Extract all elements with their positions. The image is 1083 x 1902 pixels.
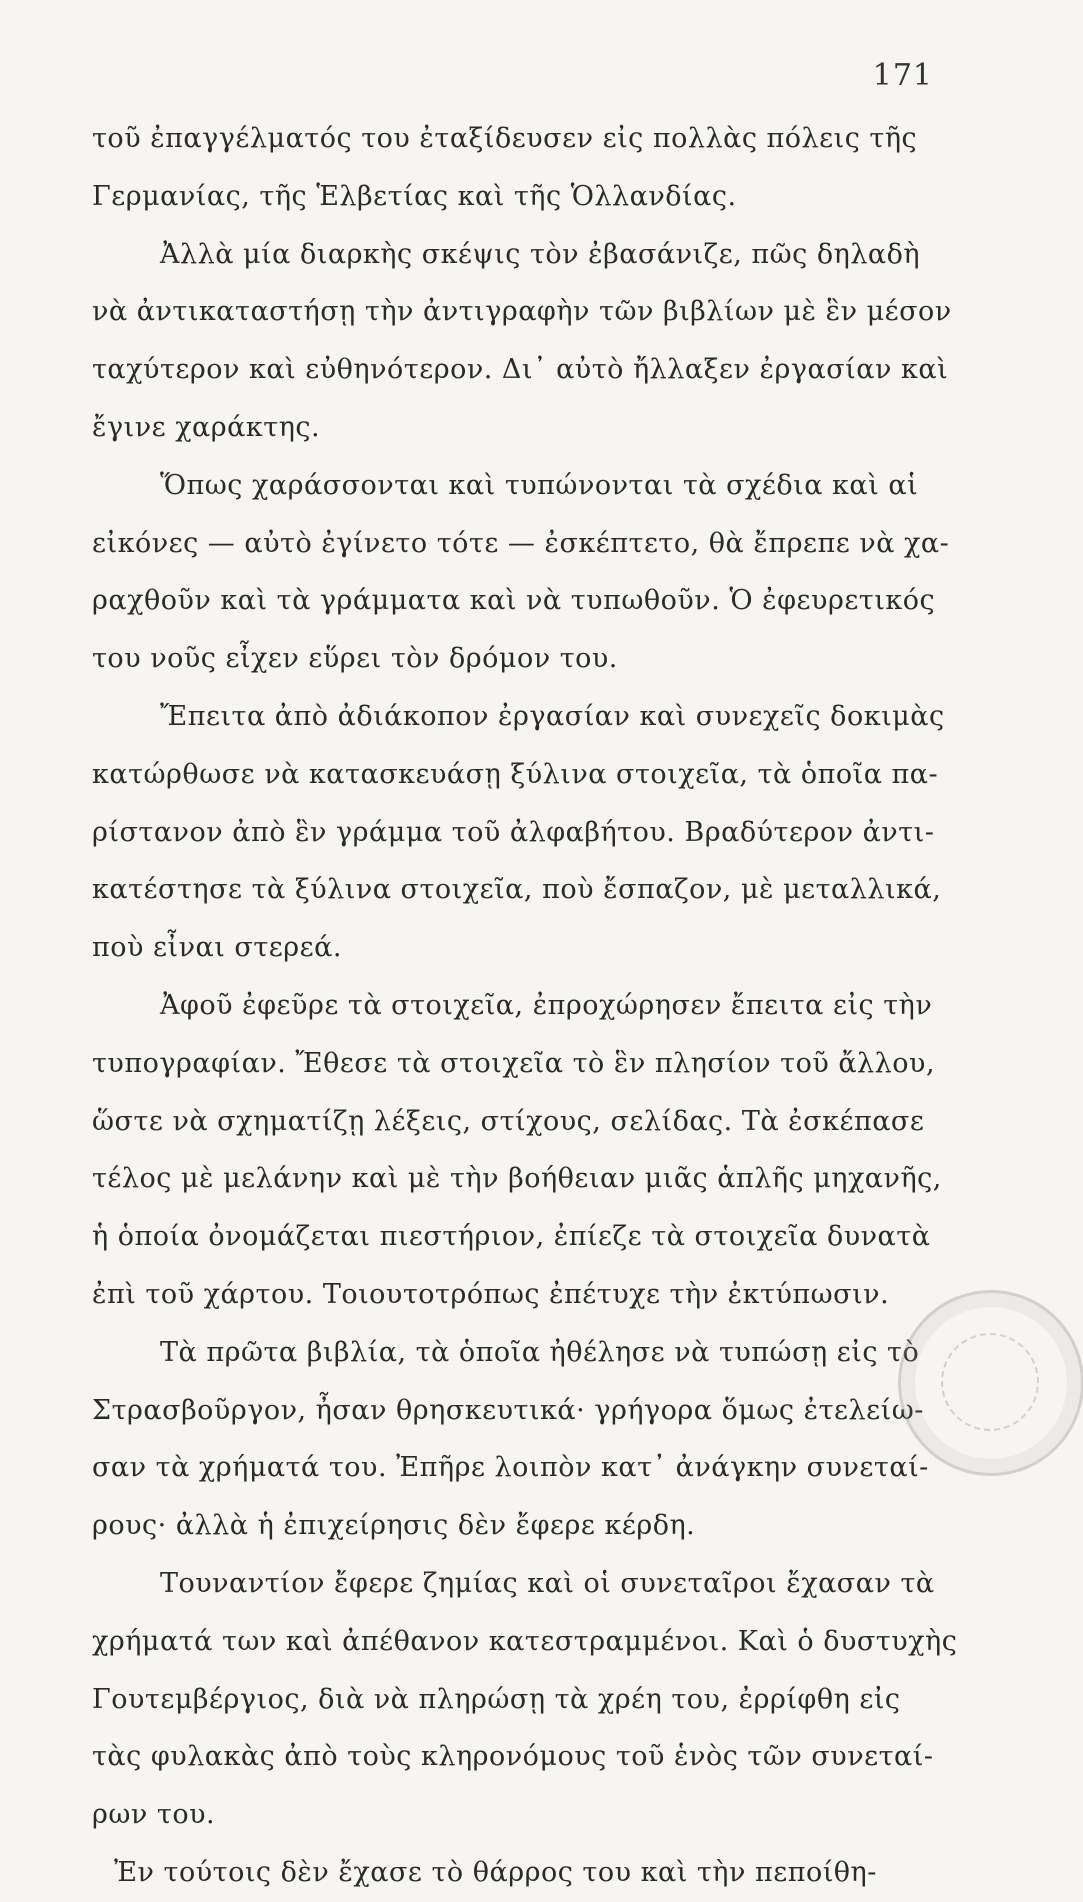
text-line: τυπογραφίαν. Ἔθεσε τὰ στοιχεῖα τὸ ἓν πλησίον τοῦ ἄλλου, xyxy=(92,1047,936,1079)
text-line: ρίστανον ἀπὸ ἓν γράμμα τοῦ ἀλφαβήτου. Βραδύτερον ἀντι- xyxy=(92,816,935,848)
text-line: ρους· ἀλλὰ ἡ ἐπιχείρησις δὲν ἔφερε κέρδη. xyxy=(92,1510,696,1542)
text-line: του νοῦς εἶχεν εὕρει τὸν δρόμον του. xyxy=(92,643,618,675)
text-line: Στρασβοῦργον, ἦσαν θρησκευτικά· γρήγορα ὅμως ἐτελείω- xyxy=(92,1394,924,1426)
text-line: ὥστε νὰ σχηματίζῃ λέξεις, στίχους, σελίδας. Τὰ ἐσκέπασε xyxy=(92,1105,925,1137)
text-line: ἐπὶ τοῦ χάρτου. Τοιουτοτρόπως ἐπέτυχε τὴν ἐκτύπωσιν. xyxy=(92,1278,890,1310)
stamp-inner-ring xyxy=(941,1333,1039,1431)
text-line: Τουναντίον ἔφερε ζημίας καὶ οἱ συνεταῖροι ἔχασαν τὰ xyxy=(160,1567,935,1599)
text-line: κατέστησε τὰ ξύλινα στοιχεῖα, ποὺ ἔσπαζον, μὲ μεταλλικά, xyxy=(92,874,942,906)
text-line: Ἔπειτα ἀπὸ ἀδιάκοπον ἐργασίαν καὶ συνεχεῖς δοκιμὰς xyxy=(160,700,945,732)
text-line: τοῦ ἐπαγγέλματός του ἐταξίδευσεν εἰς πολλὰς πόλεις τῆς xyxy=(92,123,918,154)
text-line: Ὅπως χαράσσονται καὶ τυπώνονται τὰ σχέδια καὶ αἱ xyxy=(160,469,919,501)
text-line: τὰς φυλακὰς ἀπὸ τοὺς κληρονόμους τοῦ ἑνὸς τῶν συνεταί- xyxy=(92,1741,934,1773)
text-line: σαν τὰ χρήματά του. Ἐπῆρε λοιπὸν κατ᾽ ἀνάγκην συνεταί- xyxy=(92,1452,929,1484)
text-line: κατώρθωσε νὰ κατασκευάσῃ ξύλινα στοιχεῖα, τὰ ὁποῖα πα- xyxy=(92,758,939,790)
text-line: ταχύτερον καὶ εὐθηνότερον. Δι᾽ αὐτὸ ἤλλαξεν ἐργασίαν καὶ xyxy=(92,354,949,386)
text-line: Γουτεμβέργιος, διὰ νὰ πληρώσῃ τὰ χρέη του, ἐρρίφθη εἰς xyxy=(92,1683,901,1715)
text-line: Γερμανίας, τῆς Ἑλβετίας καὶ τῆς Ὁλλανδίας. xyxy=(92,180,737,212)
text-line: νὰ ἀντικαταστήσῃ τὴν ἀντιγραφὴν τῶν βιβλίων μὲ ἓν μέσον xyxy=(92,296,952,328)
text-line: ἡ ὁποία ὀνομάζεται πιεστήριον, ἐπίεζε τὰ στοιχεῖα δυνατὰ xyxy=(92,1221,931,1253)
text-line: ἔγινε χαράκτης. xyxy=(92,411,321,443)
text-line: Τὰ πρῶτα βιβλία, τὰ ὁποῖα ἠθέλησε νὰ τυπώσῃ εἰς τὸ xyxy=(160,1336,920,1368)
body-text xyxy=(92,110,958,1902)
library-stamp xyxy=(898,1290,1083,1476)
text-line: ποὺ εἶναι στερεά. xyxy=(92,932,342,964)
text-line: ραχθοῦν καὶ τὰ γράμματα καὶ νὰ τυπωθοῦν. Ὁ ἐφευρετικός xyxy=(92,585,936,617)
text-line: τέλος μὲ μελάνην καὶ μὲ τὴν βοήθειαν μιᾶς ἁπλῆς μηχανῆς, xyxy=(92,1163,942,1195)
text-line: Ἀφοῦ ἐφεῦρε τὰ στοιχεῖα, ἐπροχώρησεν ἔπειτα εἰς τὴν xyxy=(160,989,933,1021)
text-line: Ἀλλὰ μία διαρκὴς σκέψις τὸν ἐβασάνιζε, πῶς δηλαδὴ xyxy=(160,238,921,270)
text-line: εἰκόνες — αὐτὸ ἐγίνετο τότε — ἐσκέπτετο, θὰ ἔπρεπε νὰ χα- xyxy=(92,527,950,559)
text-line: Ἐν τούτοις δὲν ἔχασε τὸ θάρρος του καὶ τὴν πεποίθη- xyxy=(114,1856,877,1888)
text-line: χρήματά των καὶ ἀπέθανον κατεστραμμένοι. Καὶ ὁ δυστυχὴς xyxy=(92,1625,958,1657)
text-line: ρων του. xyxy=(92,1799,216,1831)
page-number: 171 xyxy=(872,58,933,93)
